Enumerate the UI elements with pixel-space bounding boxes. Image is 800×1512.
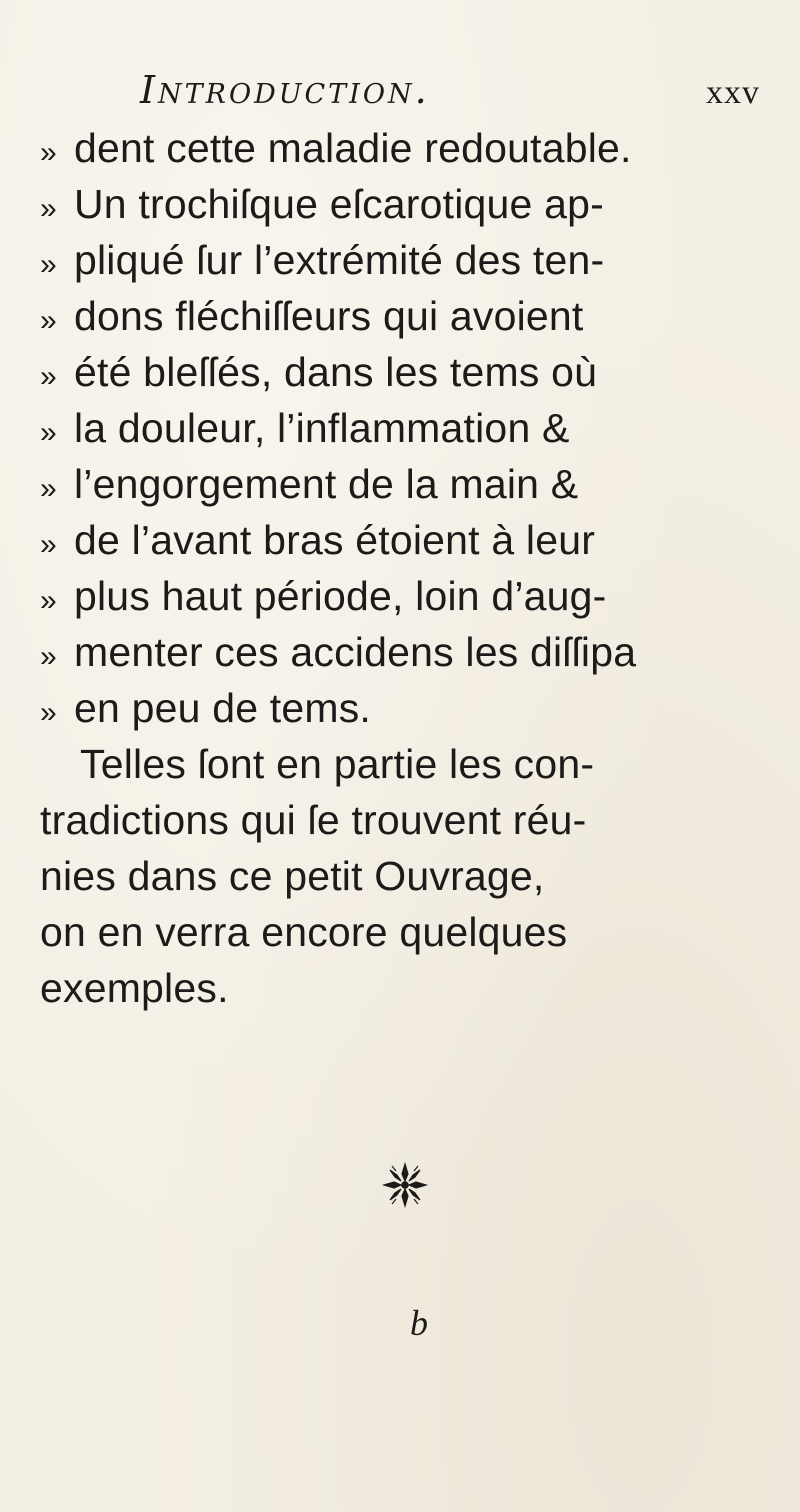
quoted-line: » plus haut période, loin d’aug- (40, 568, 760, 624)
quoted-line: » dent cette maladie redoutable. (40, 120, 760, 176)
quoted-line: » pliqué ſur l’extrémité des ten- (40, 232, 760, 288)
quote-mark: » (40, 416, 57, 449)
quote-mark: » (40, 248, 57, 281)
quote-mark: » (40, 472, 57, 505)
quote-mark: » (40, 584, 57, 617)
quote-mark: » (40, 136, 57, 169)
quoted-line: » Un trochiſque eſcarotique ap- (40, 176, 760, 232)
quote-mark: » (40, 640, 57, 673)
quoted-line: » menter ces accidens les diſſipa (40, 624, 760, 680)
paragraph-line: on en verra encore quelques (40, 909, 568, 955)
quote-mark: » (40, 360, 57, 393)
floral-ornament-icon (380, 1160, 430, 1210)
paragraph-line: tradictions qui ſe trouvent réu- (40, 797, 587, 843)
page-number: xxv (706, 74, 760, 111)
quoted-line: » la douleur, l’inflammation & (40, 400, 760, 456)
quoted-line: » l’engorgement de la main & (40, 456, 760, 512)
quote-mark: » (40, 192, 57, 225)
quote-mark: » (40, 528, 57, 561)
quoted-line: » dons fléchiſſeurs qui avoient (40, 288, 760, 344)
quoted-line: » été bleſſés, dans les tems où (40, 344, 760, 400)
running-head (140, 68, 760, 118)
paragraph-line: Telles ſont en partie les con- (80, 741, 595, 787)
quote-mark: » (40, 304, 57, 337)
signature-mark: b (410, 1303, 428, 1343)
running-title: Introduction. (140, 68, 430, 112)
paragraph-line: nies dans ce petit Ouvrage, (40, 853, 545, 899)
quote-mark: » (40, 696, 57, 729)
body-text (40, 120, 760, 1016)
quoted-line: » de l’avant bras étoient à leur (40, 512, 760, 568)
quoted-line: » en peu de tems. (40, 680, 760, 736)
paragraph-line: exemples. (40, 965, 229, 1011)
